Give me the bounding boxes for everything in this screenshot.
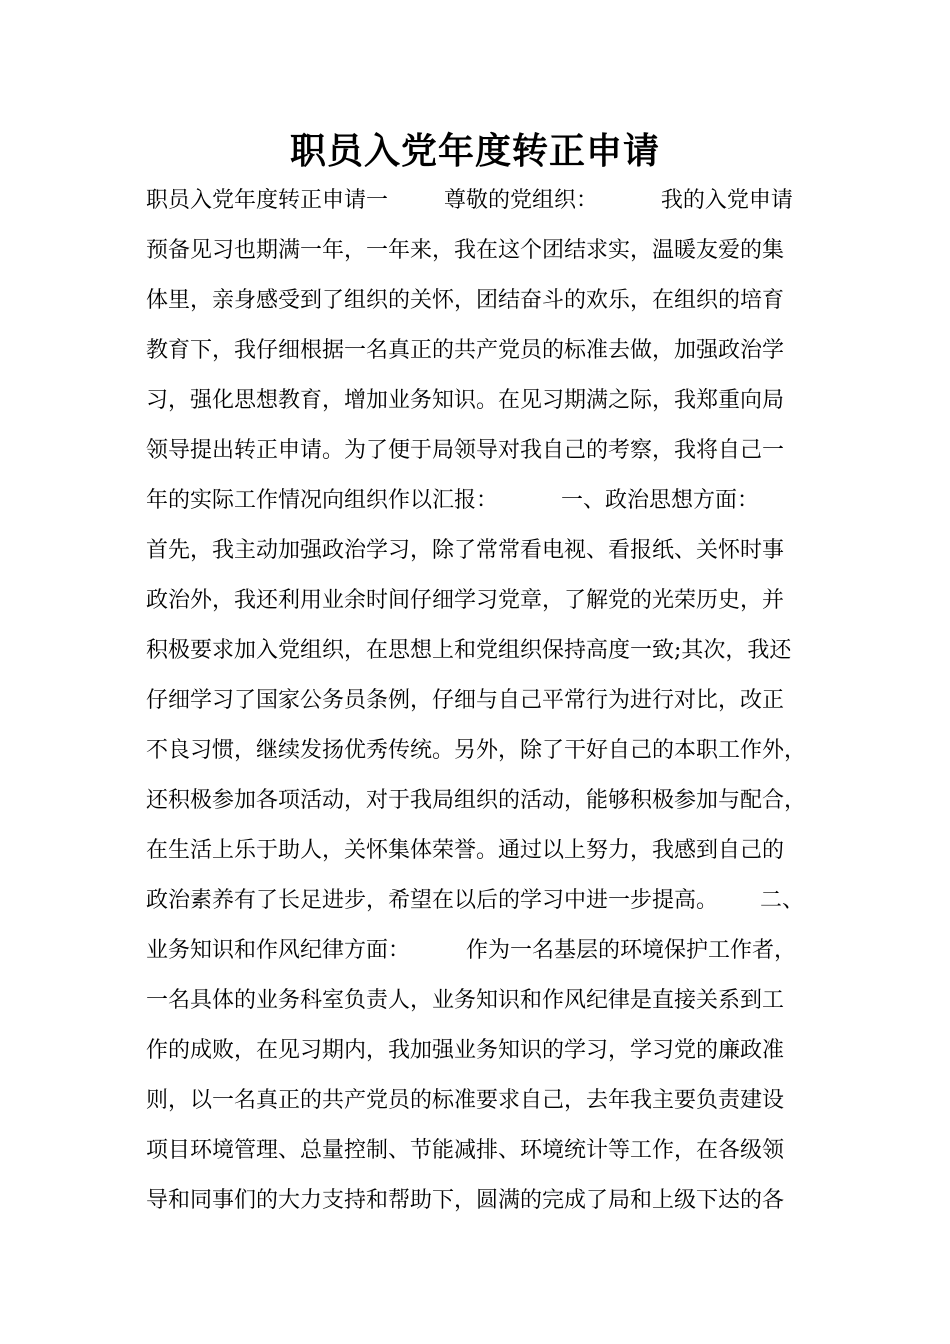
body-line: 政治外，我还利用业余时间仔细学习党章，了解党的光荣历史，并 (146, 588, 785, 613)
body-line: 教育下，我仔细根据一名真正的共产党员的标准去做，加强政治学 (146, 338, 785, 363)
body-line: 仔细学习了国家公务员条例，仔细与自己平常行为进行对比，改正 (146, 688, 785, 713)
body-line: 习，强化思想教育，增加业务知识。在见习期满之际，我郑重向局 (146, 388, 785, 413)
body-line: 职员入党年度转正申请一 尊敬的党组织： 我的入党申请 (146, 188, 793, 213)
body-line: 年的实际工作情况向组织作以汇报： 一、政治思想方面： (146, 488, 759, 513)
document-title: 职员入党年度转正申请 (289, 131, 660, 172)
document-body (146, 180, 826, 1230)
body-line: 积极要求加入党组织，在思想上和党组织保持高度一致;其次，我还 (146, 638, 792, 663)
body-line: 一名具体的业务科室负责人，业务知识和作风纪律是直接关系到工 (146, 988, 785, 1013)
body-line: 不良习惯，继续发扬优秀传统。另外，除了干好自己的本职工作外， (146, 738, 807, 763)
body-line: 体里，亲身感受到了组织的关怀，团结奋斗的欢乐，在组织的培育 (146, 288, 785, 313)
body-line: 业务知识和作风纪律方面： 作为一名基层的环境保护工作者， (146, 938, 796, 963)
body-line: 作的成败，在见习期内，我加强业务知识的学习，学习党的廉政准 (146, 1038, 785, 1063)
body-line: 项目环境管理、总量控制、节能减排、环境统计等工作，在各级领 (146, 1138, 785, 1163)
body-line: 预备见习也期满一年，一年来，我在这个团结求实，温暖友爱的集 (146, 238, 785, 263)
body-line: 政治素养有了长足进步，希望在以后的学习中进一步提高。 二、 (146, 888, 804, 913)
body-line: 领导提出转正申请。为了便于局领导对我自己的考察，我将自己一 (146, 438, 785, 463)
body-line: 在生活上乐于助人，关怀集体荣誉。通过以上努力，我感到自己的 (146, 838, 785, 863)
body-line: 则，以一名真正的共产党员的标准要求自己，去年我主要负责建设 (146, 1088, 785, 1113)
body-line: 导和同事们的大力支持和帮助下，圆满的完成了局和上级下达的各 (146, 1188, 785, 1213)
body-line: 还积极参加各项活动，对于我局组织的活动，能够积极参加与配合， (146, 788, 807, 813)
body-line: 首先，我主动加强政治学习，除了常常看电视、看报纸、关怀时事 (146, 538, 785, 563)
